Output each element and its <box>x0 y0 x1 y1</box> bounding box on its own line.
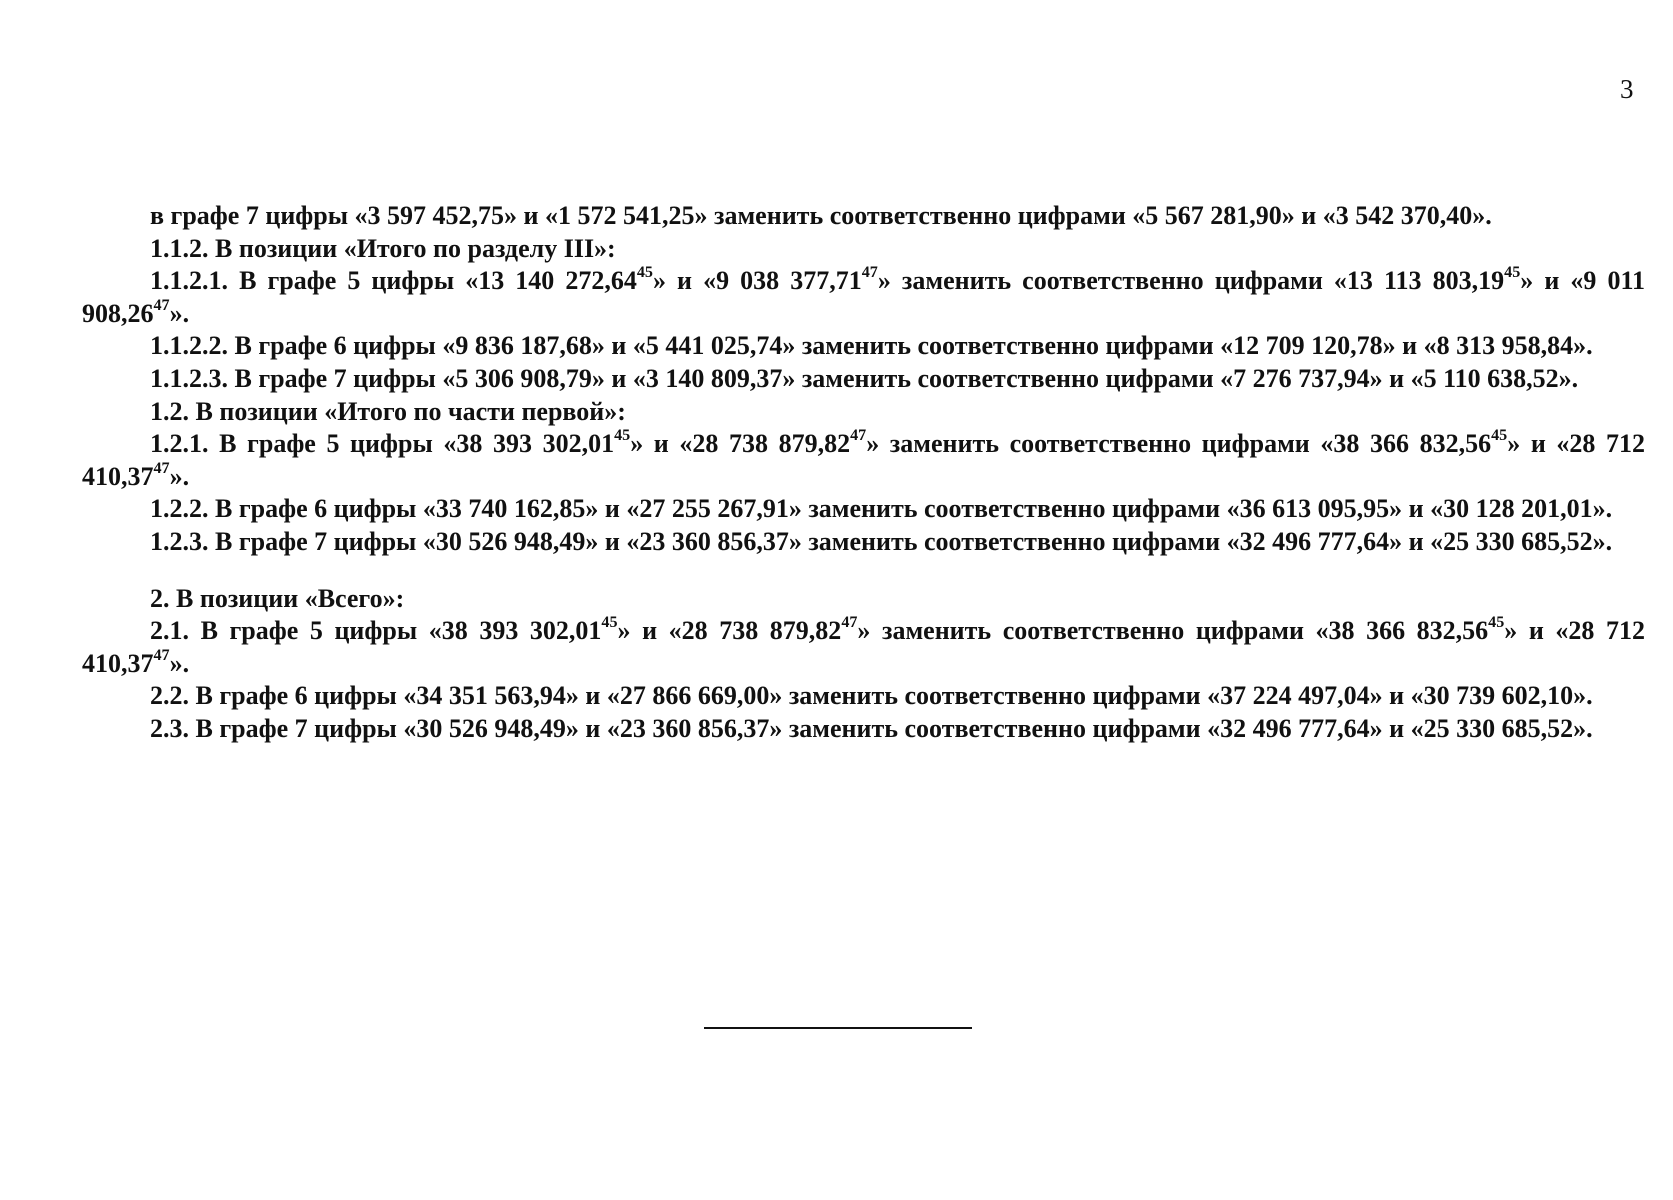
paragraph-text: 1.2.3. В графе 7 цифры «30 526 948,49» и «23 360 856,37» заменить соответственно цифрами «32 496 777,64» и «25 330 685,52». <box>150 526 1613 556</box>
paragraph-text: в графе 7 цифры «3 597 452,75» и «1 572 541,25» заменить соответственно цифрами «5 567 281,90» и «3 542 370,40». <box>150 201 1492 230</box>
paragraph-p-1-2 <box>82 396 1645 429</box>
paragraph-text: » и «28 712 410,37 <box>82 429 1646 491</box>
paragraph-p-1-1-1-3-cont <box>82 200 1645 233</box>
footnote-ref: 45 <box>636 264 653 282</box>
document-body <box>82 200 1645 746</box>
end-of-text-rule <box>704 1027 972 1029</box>
footnote-ref: 47 <box>153 459 170 477</box>
footnote-ref: 47 <box>850 427 867 445</box>
footnote-ref: 45 <box>1488 614 1505 632</box>
paragraph-text: 1.1.2.3. В графе 7 цифры «5 306 908,79» и «3 140 809,37» заменить соответственно цифрами «7 276 737,94» и «5 110 638,52». <box>150 363 1579 393</box>
paragraph-p-1-2-2 <box>82 493 1645 526</box>
paragraph-text: » и «9 038 377,71 <box>652 266 862 296</box>
footnote-ref: 45 <box>1504 264 1521 282</box>
paragraph-text: » и «28 738 879,82 <box>617 616 842 646</box>
paragraph-p-1-1-2-3 <box>82 363 1645 396</box>
paragraph-text: 1.1.2. В позиции «Итого по разделу III»: <box>150 233 616 263</box>
paragraph-text: » и «28 712 410,37 <box>82 616 1645 678</box>
paragraph-p-1-2-3 <box>82 526 1645 559</box>
paragraph-text: 1.1.2.1. В графе 5 цифры «13 140 272,64 <box>150 266 637 296</box>
paragraph-p-2-2 <box>82 680 1645 713</box>
footnote-ref: 47 <box>153 296 170 314</box>
paragraph-text: » и «9 011 908,26 <box>82 266 1646 328</box>
footnote-ref: 45 <box>601 614 618 632</box>
paragraph-text: » заменить соответственно цифрами «38 366 832,56 <box>857 616 1489 646</box>
paragraph-text: » и «28 738 879,82 <box>630 429 851 459</box>
paragraph-text: ». <box>169 648 190 678</box>
paragraph-text: 2.3. В графе 7 цифры «30 526 948,49» и «23 360 856,37» заменить соответственно цифрами «32 496 777,64» и «25 330 685,52». <box>150 713 1593 743</box>
paragraph-p-1-1-2-2 <box>82 330 1645 363</box>
paragraph-p-2 <box>82 583 1645 616</box>
paragraph-text: 1.2. В позиции «Итого по части первой»: <box>150 396 626 426</box>
paragraph-text: ». <box>169 298 190 328</box>
paragraph-text: » заменить соответственно цифрами «13 113 803,19 <box>877 266 1505 296</box>
paragraph-text: ». <box>169 461 190 491</box>
paragraph-text: 2. В позиции «Всего»: <box>150 583 405 613</box>
footnote-ref: 47 <box>153 646 170 664</box>
page-number: 3 <box>1620 74 1634 104</box>
paragraph-p-1-1-2-1 <box>82 265 1645 330</box>
paragraph-text: » заменить соответственно цифрами «38 366 832,56 <box>866 429 1492 459</box>
footnote-ref: 47 <box>841 614 858 632</box>
paragraph-p-1-2-1 <box>82 428 1645 493</box>
paragraph-text: 1.2.2. В графе 6 цифры «33 740 162,85» и «27 255 267,91» заменить соответственно цифрами «36 613 095,95» и «30 128 201,01». <box>150 494 1613 524</box>
footnote-ref: 47 <box>861 264 878 282</box>
paragraph-p-2-3 <box>82 713 1645 746</box>
footnote-ref: 45 <box>1491 427 1508 445</box>
footnote-ref: 45 <box>614 427 631 445</box>
paragraph-text: 2.1. В графе 5 цифры «38 393 302,01 <box>150 616 602 646</box>
paragraph-text: 1.2.1. В графе 5 цифры «38 393 302,01 <box>150 429 615 459</box>
paragraph-text: 2.2. В графе 6 цифры «34 351 563,94» и «27 866 669,00» заменить соответственно цифрами «37 224 497,04» и «30 739 602,10». <box>150 681 1593 711</box>
paragraph-p-1-1-2 <box>82 233 1645 266</box>
paragraph-p-2-1 <box>82 615 1645 680</box>
paragraph-text: 1.1.2.2. В графе 6 цифры «9 836 187,68» и «5 441 025,74» заменить соответственно цифрами «12 709 120,78» и «8 313 958,84». <box>150 331 1593 361</box>
